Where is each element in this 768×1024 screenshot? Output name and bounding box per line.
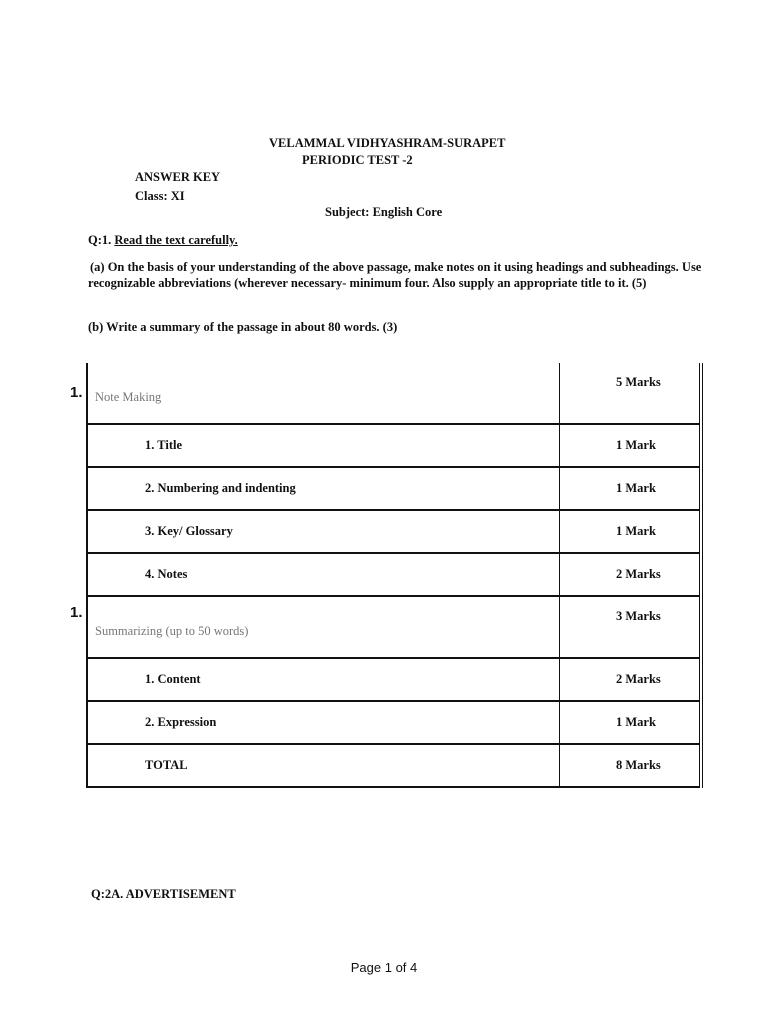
section-marks: 5 Marks bbox=[560, 363, 702, 424]
section-marks: 3 Marks bbox=[560, 596, 702, 658]
table-row-total bbox=[87, 744, 701, 787]
section2-number: 1. bbox=[70, 604, 83, 621]
marks: 1 Mark bbox=[560, 467, 702, 510]
marks: 2 Marks bbox=[560, 553, 702, 596]
class-label: Class: XI bbox=[135, 189, 185, 203]
q1-instruction: Read the text carefully. bbox=[114, 233, 238, 247]
subject-label: Subject: English Core bbox=[325, 205, 443, 219]
table-row bbox=[87, 701, 701, 744]
marks: 2 Marks bbox=[560, 658, 702, 701]
section1-number: 1. bbox=[70, 384, 83, 401]
criterion: 2. Expression bbox=[87, 701, 560, 744]
school-name: VELAMMAL VIDHYASHRAM-SURAPET bbox=[269, 136, 506, 150]
criterion: 1. Content bbox=[87, 658, 560, 701]
table-row bbox=[87, 553, 701, 596]
q1-label: Q:1. bbox=[88, 233, 115, 247]
q1-part-a: (a) On the basis of your understanding of the above passage, make notes on it using headings and subheadings. Use recognizable abbreviations (wherever necessary- minimum four. Also supply an appropriate title to it. (5) bbox=[88, 260, 702, 290]
q1-part-b: (b) Write a summary of the passage in about 80 words. (3) bbox=[88, 320, 398, 334]
marking-scheme-table bbox=[86, 363, 703, 788]
table-row bbox=[87, 363, 701, 424]
criterion: 3. Key/ Glossary bbox=[87, 510, 560, 553]
criterion: 4. Notes bbox=[87, 553, 560, 596]
total-marks: 8 Marks bbox=[560, 744, 702, 787]
table-row bbox=[87, 467, 701, 510]
table-row bbox=[87, 658, 701, 701]
section-title: Summarizing (up to 50 words) bbox=[87, 596, 560, 658]
section-title: Note Making bbox=[87, 363, 560, 424]
table-row bbox=[87, 424, 701, 467]
table-row bbox=[87, 596, 701, 658]
answer-key-label: ANSWER KEY bbox=[135, 170, 221, 184]
page-number: Page 1 of 4 bbox=[350, 960, 418, 975]
total-label: TOTAL bbox=[87, 744, 560, 787]
marks: 1 Mark bbox=[560, 701, 702, 744]
q1-heading bbox=[88, 233, 238, 248]
table-row bbox=[87, 510, 701, 553]
marks: 1 Mark bbox=[560, 424, 702, 467]
test-title: PERIODIC TEST -2 bbox=[302, 153, 413, 167]
criterion: 1. Title bbox=[87, 424, 560, 467]
marks: 1 Mark bbox=[560, 510, 702, 553]
criterion: 2. Numbering and indenting bbox=[87, 467, 560, 510]
q2-heading: Q:2A. ADVERTISEMENT bbox=[91, 887, 236, 901]
